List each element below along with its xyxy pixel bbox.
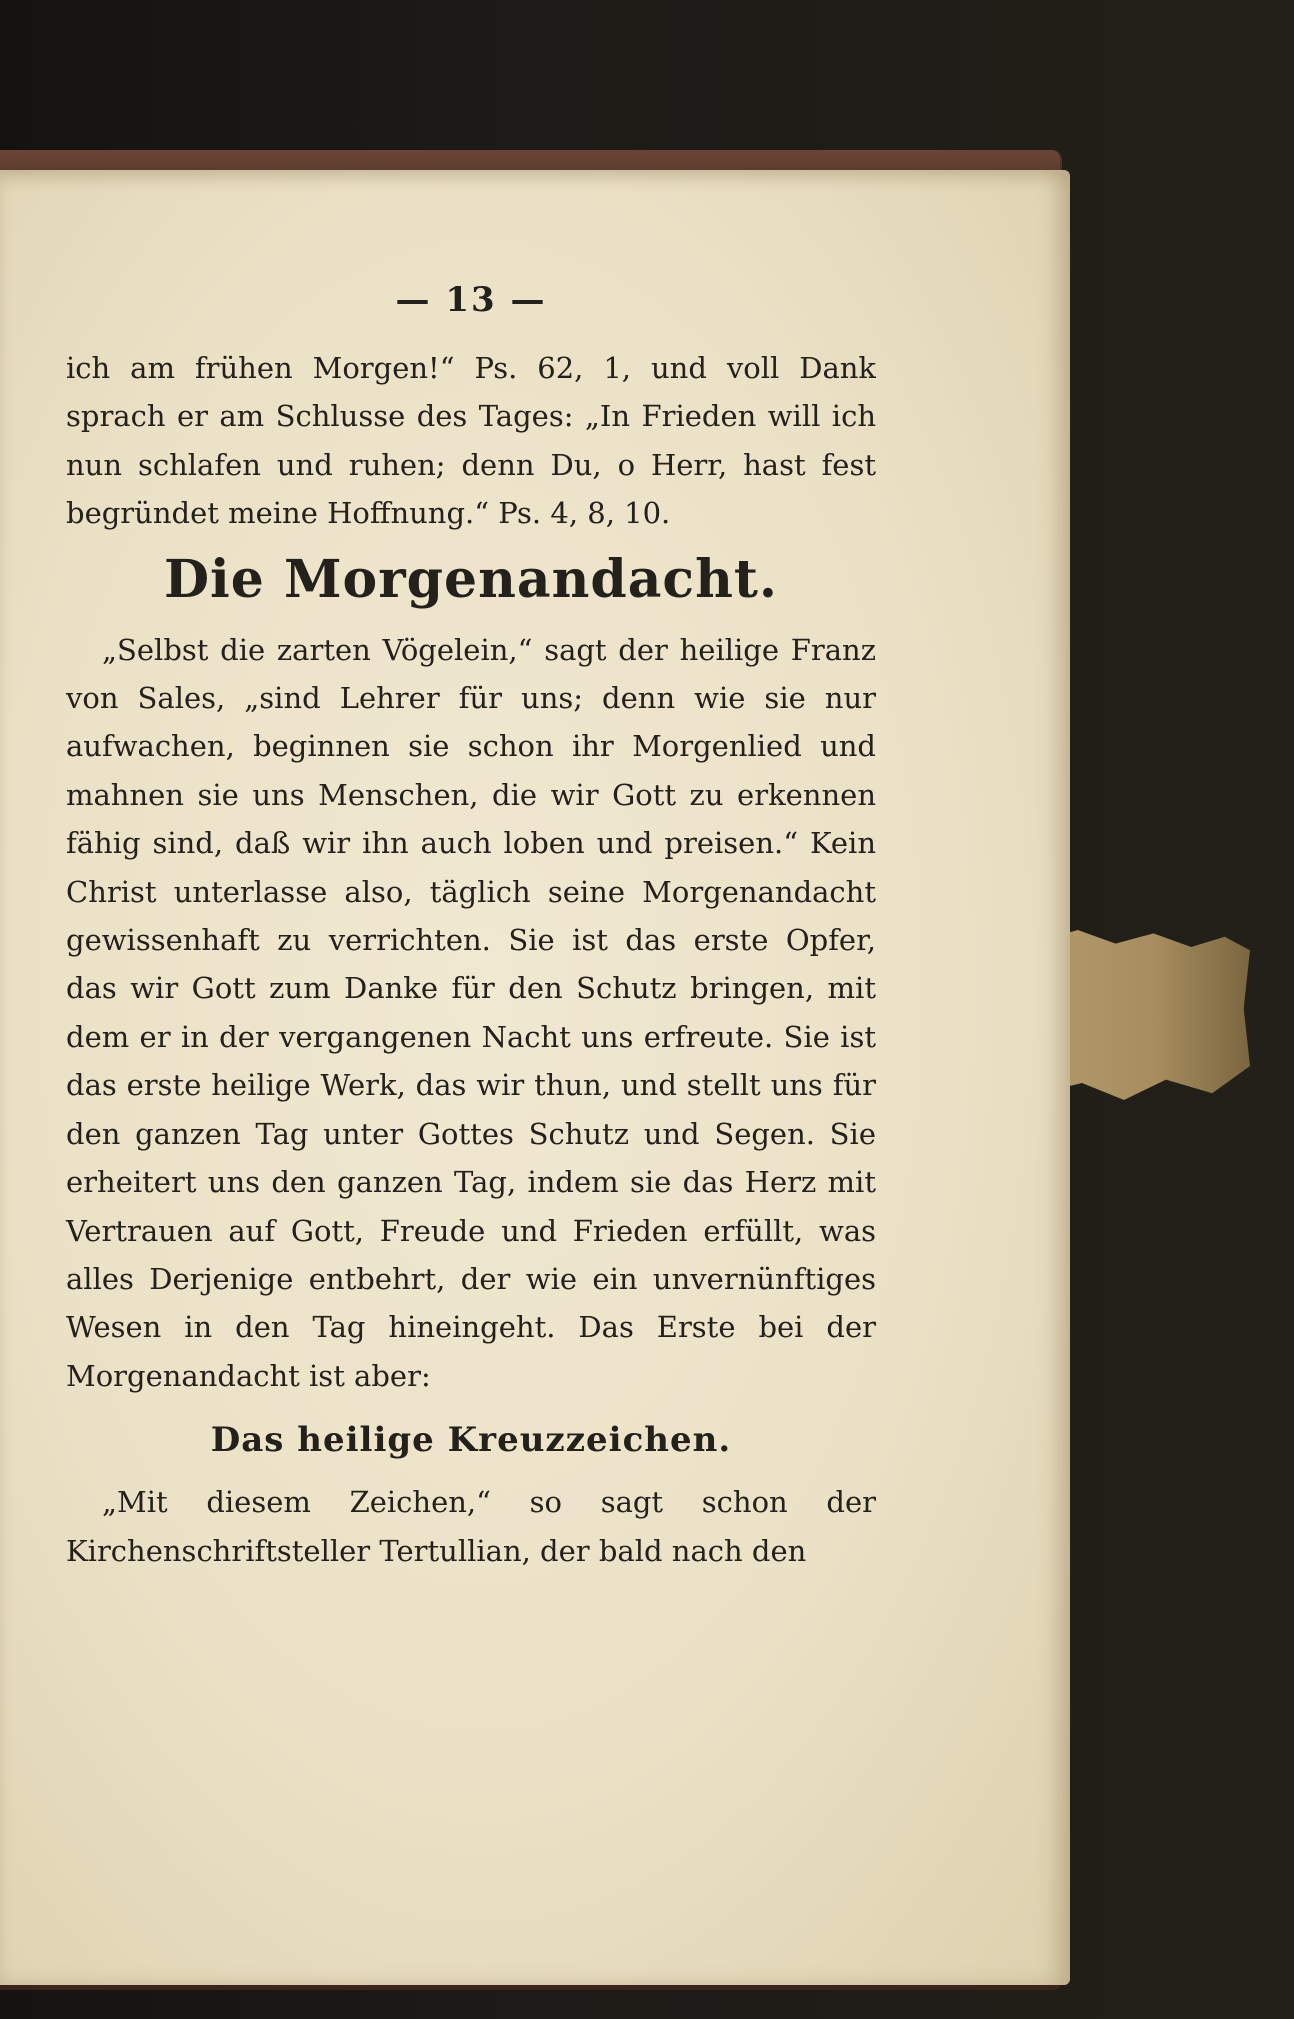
final-paragraph: „Mit diesem Zeichen,“ so sagt schon der Kirchenschriftsteller Tertullian, der bald nach den xyxy=(66,1485,876,1568)
page-text-block xyxy=(66,278,876,1575)
main-paragraph: „Selbst die zarten Vögelein,“ sagt der heilige Franz von Sales, „sind Lehrer für uns; denn wie sie nur aufwachen, beginnen sie schon ihr Morgenlied und mahnen sie uns Menschen, die wir Gott zu erkennen fähig sind, daß wir ihn auch loben und preisen.“ Kein Christ unterlasse also, täglich seine Morgenandacht gewissenhaft zu verrichten. Sie ist das erste Opfer, das wir Gott zum Danke für den Schutz bringen, mit dem er in der vergangenen Nacht uns erfreute. Sie ist das erste heilige Werk, das wir thun, und stellt uns für den ganzen Tag unter Gottes Schutz und Segen. Sie erheitert uns den ganzen Tag, indem sie das Herz mit Vertrauen auf Gott, Freude und Frieden erfüllt, was alles Derjenige entbehrt, der wie ein unvernünftiges Wesen in den Tag hineingeht. Das Erste bei der Morgenandacht ist aber: xyxy=(66,632,876,1393)
page-number: — 13 — xyxy=(395,280,547,320)
bookmark-paper-strip xyxy=(1040,930,1250,1100)
section-heading-morgenandacht: Die Morgenandacht. xyxy=(163,548,779,610)
book-page xyxy=(0,170,1070,1985)
section-heading-kreuzzeichen: Das heilige Kreuzzeichen. xyxy=(210,1420,732,1461)
intro-paragraph: ich am frühen Morgen!“ Ps. 62, 1, und voll Dank sprach er am Schlusse des Tages: „In Frieden will ich nun schlafen und ruhen; denn Du, o Herr, hast fest begründet meine Hoffnung.“ Ps. 4, 8, 10. xyxy=(66,351,876,531)
